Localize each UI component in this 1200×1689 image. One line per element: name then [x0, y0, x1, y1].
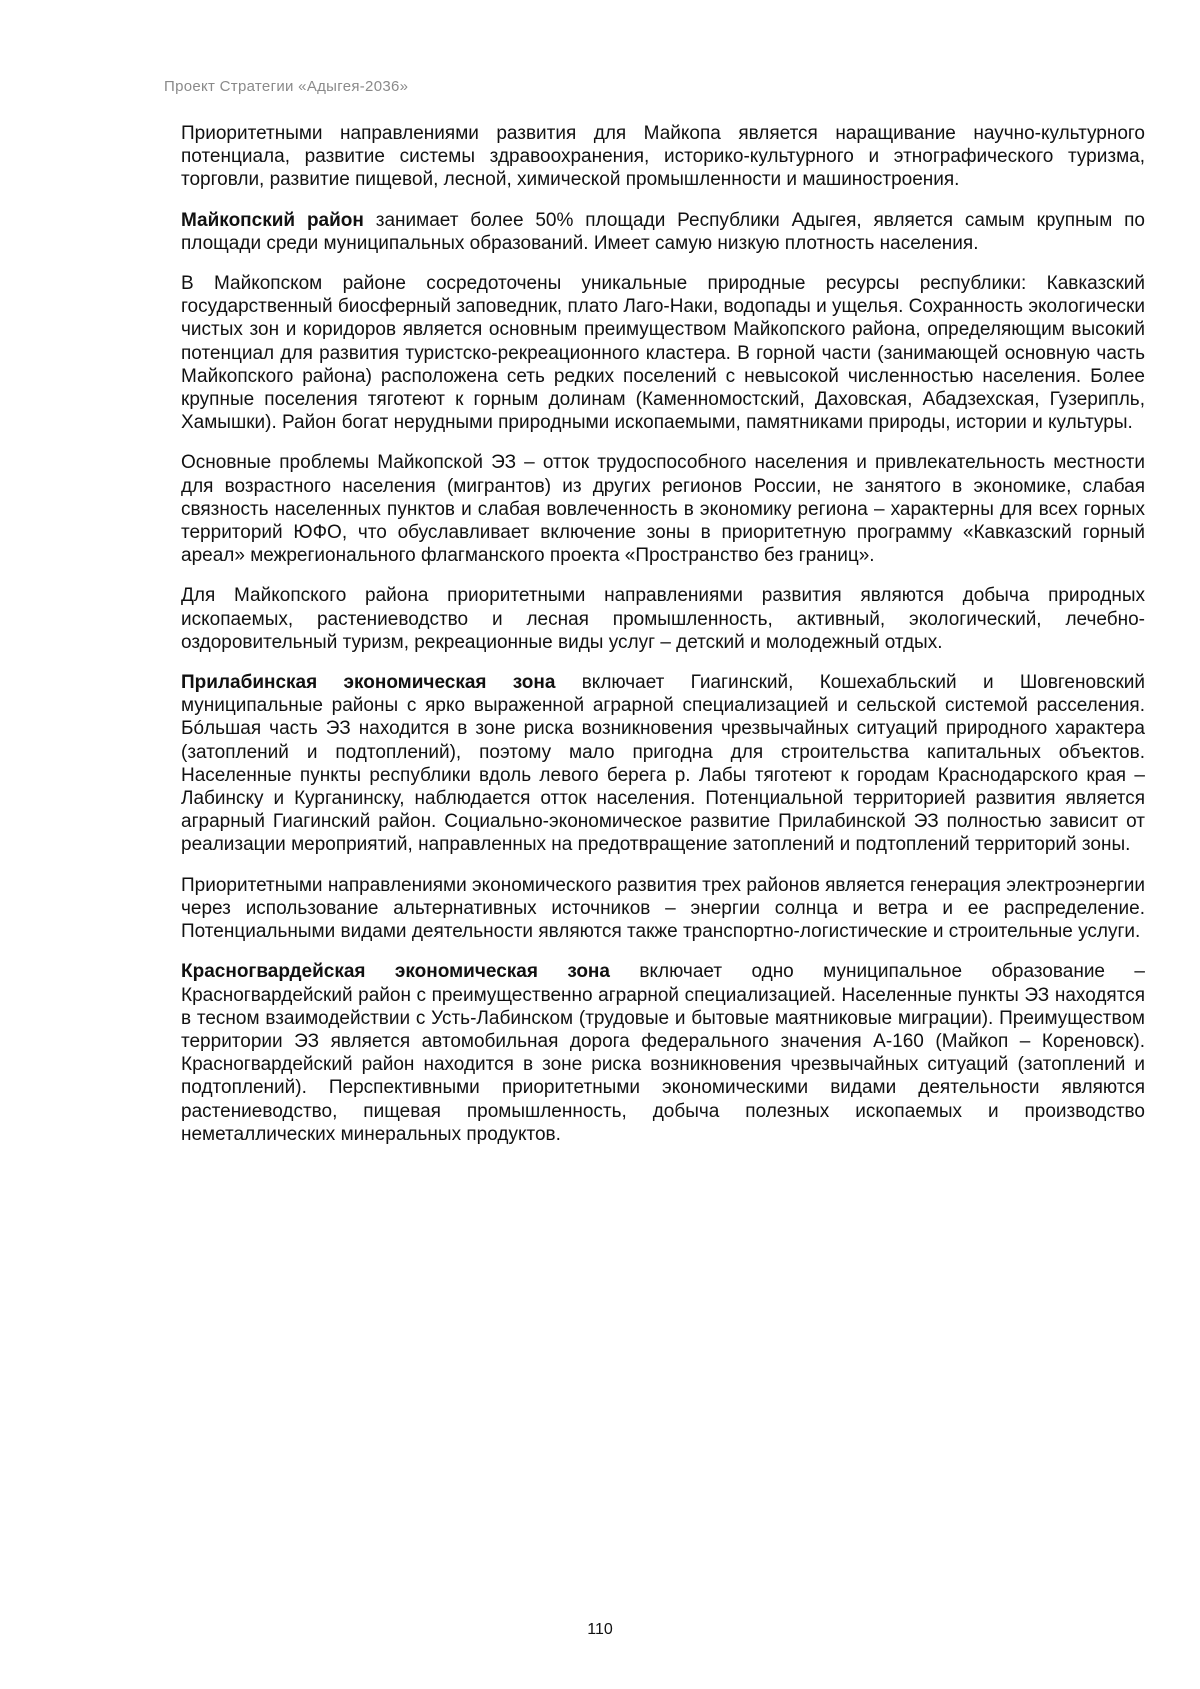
paragraph-text: Приоритетными направлениями экономического развития трех районов является генерация электроэнергии через использование альтернативных источников – энергии солнца и ветра и ее распределение. Потенциальными видами деятельности являются также транспортно-логистические и строительные услуги.	[181, 874, 1145, 943]
page-number: 110	[587, 1621, 613, 1638]
paragraph-maikop-district	[181, 209, 1145, 255]
paragraph-krasnogvardeysk-zone	[181, 960, 1145, 1146]
paragraph-text: включает Гиагинский, Кошехабльский и Шовгеновский муниципальные районы с ярко выраженной аграрной специализацией и сельской системой расселения. Бóльшая часть ЭЗ находится в зоне риска возникновения чрезвычайных ситуаций природного характера (затоплений и подтоплений), поэтому мало пригодна для строительства капитальных объектов. Населенные пункты республики вдоль левого берега р. Лабы тяготеют к городам Краснодарского края – Лабинску и Курганинску, наблюдается отток населения. Потенциальной территорией развития является аграрный Гиагинский район. Социально-экономическое развитие Прилабинской ЭЗ полностью зависит от реализации мероприятий, направленных на предотвращение затоплений и подтоплений территорий зоны.	[181, 672, 1145, 856]
running-header: Проект Стратегии «Адыгея-2036»	[164, 78, 409, 95]
paragraph-text: В Майкопском районе сосредоточены уникальные природные ресурсы республики: Кавказский государственный биосферный заповедник, плато Лаго-Наки, водопады и ущелья. Сохранность экологически чистых зон и коридоров является основным преимуществом Майкопского района, определяющим высокий потенциал для развития туристско-рекреационного кластера. В горной части (занимающей основную часть Майкопского района) расположена сеть редких поселений с невысокой численностью населения. Более крупные поселения тяготеют к горным долинам (Каменномостский, Даховская, Абадзехская, Гузерипль, Хамышки). Район богат нерудными природными ископаемыми, памятниками природы, истории и культуры.	[181, 273, 1145, 434]
paragraph-text: занимает более 50% площади Республики Адыгея, является самым крупным по площади среди муниципальных образований. Имеет самую низкую плотность населения.	[181, 209, 1145, 254]
paragraph-maikop-priorities	[181, 122, 1145, 192]
paragraph-text: Приоритетными направлениями развития для Майкопа является наращивание научно-культурного потенциала, развитие системы здравоохранения, историко-культурного и этнографического туризма, торговли, развитие пищевой, лесной, химической промышленности и машиностроения.	[181, 123, 1145, 191]
paragraph-prilabinsk-zone	[181, 671, 1145, 857]
paragraph-text: включает одно муниципальное образование – Красногвардейский район с преимущественно аграрной специализацией. Населенные пункты ЭЗ находятся в тесном взаимодействии с Усть-Лабинском (трудовые и бытовые маятниковые миграции). Преимуществом территории ЭЗ является автомобильная дорога федерального значения А-160 (Майкоп – Кореновск). Красногвардейский район находится в зоне риска возникновения чрезвычайных ситуаций (затоплений и подтоплений). Перспективными приоритетными экономическими видами деятельности являются растениеводство, пищевая промышленность, добыча полезных ископаемых и производство неметаллических минеральных продуктов.	[181, 961, 1145, 1145]
paragraph-text: Основные проблемы Майкопской ЭЗ – отток трудоспособного населения и привлекательность местности для возрастного населения (мигрантов) из других регионов России, не занятого в экономике, слабая связность населенных пунктов и слабая вовлеченность в экономику региона – характерны для всех горных территорий ЮФО, что обуславливает включение зоны в приоритетную программу «Кавказский горный ареал» межрегионального флагманского проекта «Пространство без границ».	[181, 452, 1145, 567]
paragraph-maikop-problems	[181, 451, 1145, 567]
paragraph-maikop-resources	[181, 272, 1145, 434]
paragraph-lead: Красногвардейская экономическая зона	[181, 961, 610, 983]
paragraph-prilabinsk-priorities	[181, 874, 1145, 944]
paragraph-lead: Прилабинская экономическая зона	[181, 672, 556, 694]
paragraph-maikop-directions	[181, 584, 1145, 654]
body-text	[181, 122, 1145, 1163]
paragraph-text: Для Майкопского района приоритетными направлениями развития являются добыча природных ископаемых, растениеводство и лесная промышленность, активный, экологический, лечебно-оздоровительный туризм, рекреационные виды услуг – детский и молодежный отдых.	[181, 585, 1145, 653]
paragraph-lead: Майкопский район	[181, 209, 364, 231]
